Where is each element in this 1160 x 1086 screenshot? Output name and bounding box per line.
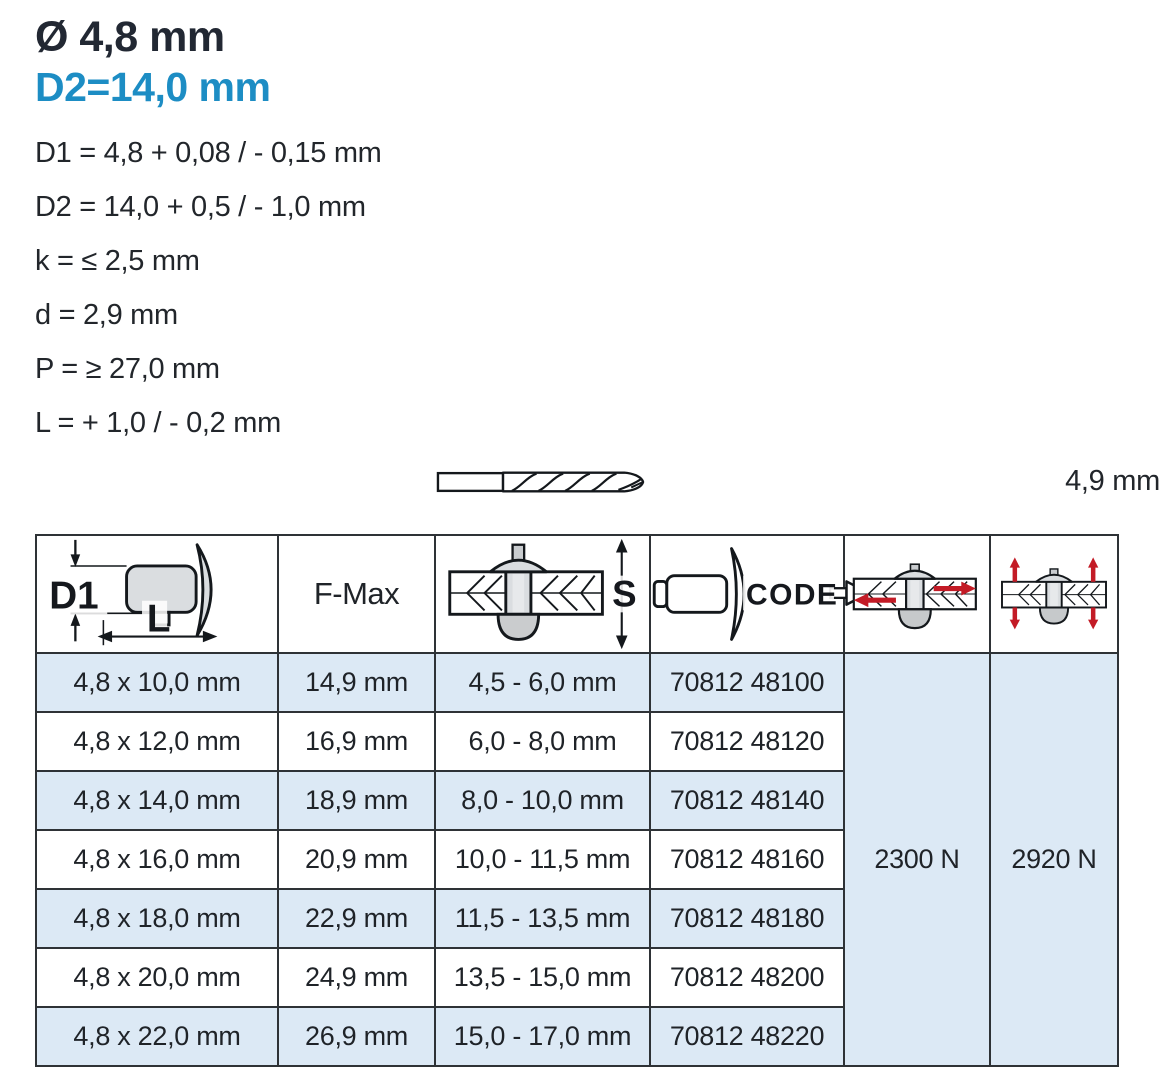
code-cell: 70812 48220 <box>650 1007 844 1066</box>
spec-line-d: d = 2,9 mm <box>35 298 178 331</box>
code-cell: 70812 48100 <box>650 653 844 712</box>
grip-range-icon <box>442 537 644 651</box>
spec-line-d1: D1 = 4,8 + 0,08 / - 0,15 mm <box>35 136 382 169</box>
drill-bit-icon <box>435 460 647 504</box>
fmax-cell: 16,9 mm <box>278 712 435 771</box>
grip-cell: 11,5 - 13,5 mm <box>435 889 650 948</box>
spec-line-k: k = ≤ 2,5 mm <box>35 244 200 277</box>
size-cell: 4,8 x 12,0 mm <box>36 712 278 771</box>
fmax-cell: 14,9 mm <box>278 653 435 712</box>
size-cell: 4,8 x 22,0 mm <box>36 1007 278 1066</box>
page-subtitle: D2=14,0 mm <box>35 64 271 111</box>
rivet-code-icon <box>651 537 871 651</box>
size-cell: 4,8 x 20,0 mm <box>36 948 278 1007</box>
shear-strength-cell: 2300 N <box>844 653 990 1066</box>
drill-size-row <box>35 460 1160 504</box>
table-header-row <box>36 535 1118 653</box>
code-cell: 70812 48120 <box>650 712 844 771</box>
code-label: CODE <box>746 578 839 612</box>
grip-cell: 10,0 - 11,5 mm <box>435 830 650 889</box>
grip-cell: 15,0 - 17,0 mm <box>435 1007 650 1066</box>
fmax-header-label: F-Max <box>313 575 400 611</box>
size-cell: 4,8 x 14,0 mm <box>36 771 278 830</box>
fmax-cell: 20,9 mm <box>278 830 435 889</box>
spec-line-l: L = + 1,0 / - 0,2 mm <box>35 406 281 439</box>
tensile-strength-cell: 2920 N <box>990 653 1118 1066</box>
s-dimension-label: S <box>611 573 637 615</box>
code-cell: 70812 48160 <box>650 830 844 889</box>
spec-list <box>35 136 1160 441</box>
shear-strength-icon <box>848 538 986 650</box>
fmax-cell: 24,9 mm <box>278 948 435 1007</box>
size-cell: 4,8 x 18,0 mm <box>36 889 278 948</box>
column-header-dimensions <box>36 535 278 653</box>
grip-cell: 6,0 - 8,0 mm <box>435 712 650 771</box>
code-cell: 70812 48140 <box>650 771 844 830</box>
d1-dimension-label: D1 <box>49 574 99 618</box>
fmax-cell: 18,9 mm <box>278 771 435 830</box>
size-cell: 4,8 x 16,0 mm <box>36 830 278 889</box>
column-header-shear <box>844 535 990 653</box>
column-header-fmax <box>278 535 435 653</box>
spec-line-d2: D2 = 14,0 + 0,5 / - 1,0 mm <box>35 190 366 223</box>
size-cell: 4,8 x 10,0 mm <box>36 653 278 712</box>
grip-cell: 13,5 - 15,0 mm <box>435 948 650 1007</box>
column-header-code <box>650 535 844 653</box>
code-cell: 70812 48200 <box>650 948 844 1007</box>
table-row <box>36 653 1118 712</box>
page-title: Ø 4,8 mm <box>35 13 225 61</box>
spec-line-p: P = ≥ 27,0 mm <box>35 352 220 385</box>
code-cell: 70812 48180 <box>650 889 844 948</box>
column-header-tensile <box>990 535 1118 653</box>
grip-cell: 8,0 - 10,0 mm <box>435 771 650 830</box>
spec-table <box>35 534 1119 1067</box>
rivet-dimensions-icon <box>43 537 271 651</box>
drill-size-label: 4,9 mm <box>1065 465 1160 498</box>
l-dimension-label: L <box>146 597 171 641</box>
column-header-grip <box>435 535 650 653</box>
fmax-cell: 22,9 mm <box>278 889 435 948</box>
tensile-strength-icon <box>993 538 1115 650</box>
fmax-cell: 26,9 mm <box>278 1007 435 1066</box>
grip-cell: 4,5 - 6,0 mm <box>435 653 650 712</box>
